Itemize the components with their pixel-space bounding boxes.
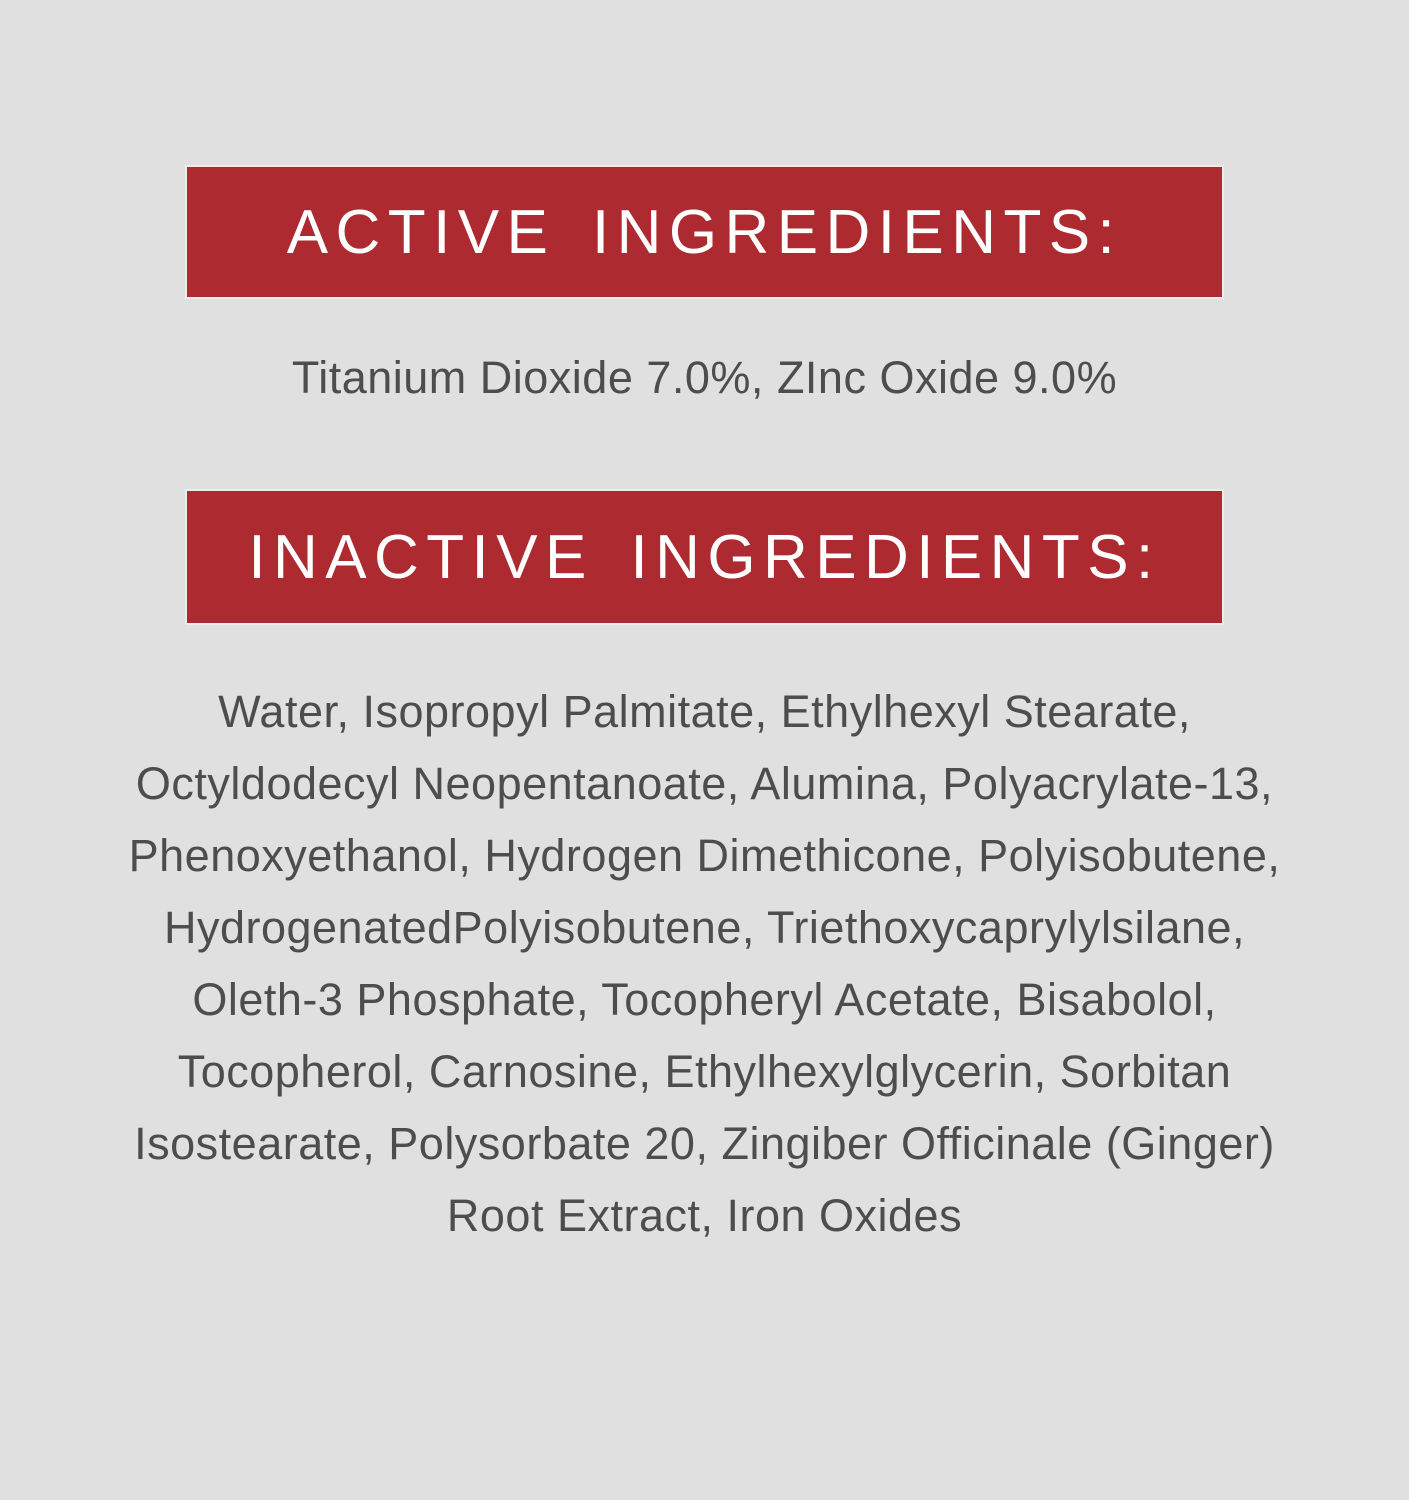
active-ingredients-heading: ACTIVE INGREDIENTS: bbox=[286, 197, 1123, 267]
active-ingredients-text: Titanium Dioxide 7.0%, ZInc Oxide 9.0% bbox=[291, 352, 1118, 403]
ingredient-line: Root Extract, Iron Oxides bbox=[446, 1190, 963, 1241]
ingredient-line: Isostearate, Polysorbate 20, Zingiber Officinale (Ginger) bbox=[134, 1118, 1275, 1169]
ingredient-line: Octyldodecyl Neopentanoate, Alumina, Polyacrylate-13, bbox=[135, 758, 1274, 809]
inactive-ingredients-text bbox=[0, 676, 1409, 1252]
ingredient-line: Tocopherol, Carnosine, Ethylhexylglycerin, Sorbitan bbox=[177, 1046, 1232, 1097]
ingredient-line: Oleth-3 Phosphate, Tocopheryl Acetate, Bisabolol, bbox=[192, 974, 1217, 1025]
ingredient-line: Water, Isopropyl Palmitate, Ethylhexyl Stearate, bbox=[218, 686, 1191, 737]
ingredient-line: Phenoxyethanol, Hydrogen Dimethicone, Polyisobutene, bbox=[128, 830, 1281, 881]
inactive-ingredients-banner bbox=[187, 491, 1222, 623]
inactive-ingredients-heading: INACTIVE INGREDIENTS: bbox=[248, 522, 1161, 592]
ingredient-line: HydrogenatedPolyisobutene, Triethoxycaprylylsilane, bbox=[163, 902, 1246, 953]
active-ingredients-banner bbox=[187, 167, 1222, 297]
